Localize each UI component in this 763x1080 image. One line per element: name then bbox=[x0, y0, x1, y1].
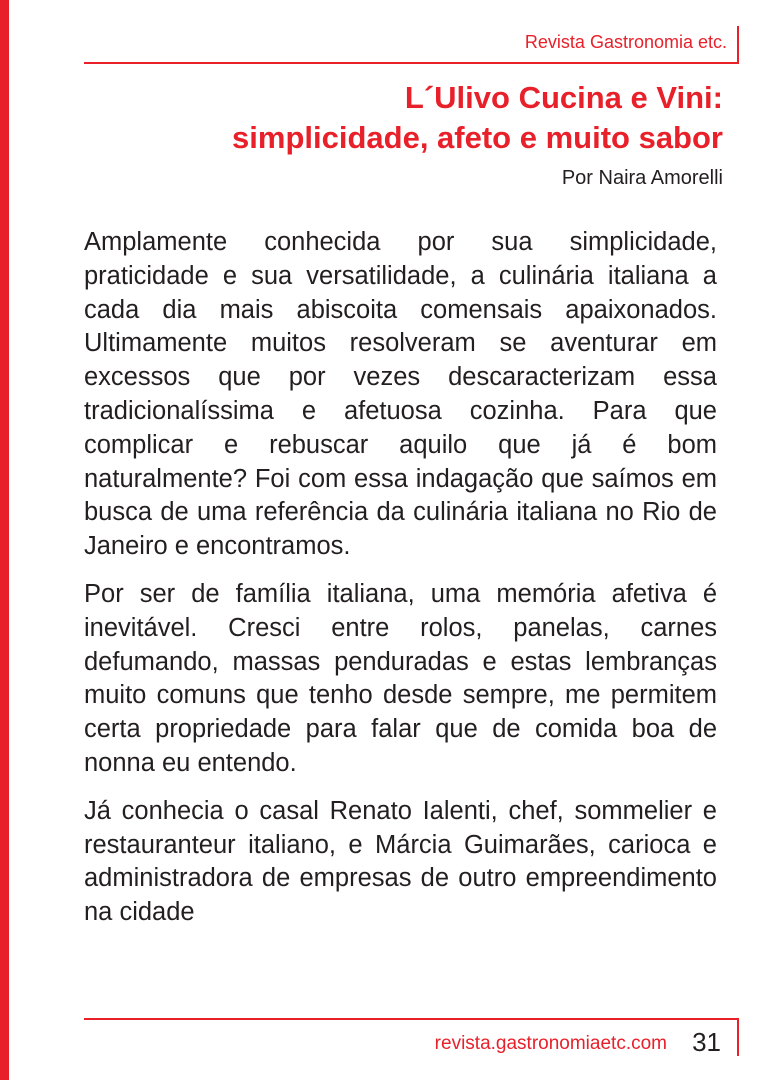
footer-rule bbox=[84, 1018, 739, 1020]
header-rule bbox=[84, 62, 739, 64]
article-body bbox=[84, 226, 717, 944]
article-title-line2: simplicidade, afeto e muito sabor bbox=[232, 120, 723, 155]
article-paragraph: Por ser de família italiana, uma memória afetiva é inevitável. Cresci entre rolos, panelas, carnes defumando, massas penduradas e estas lembranças muito comuns que tenho desde sempre, me permitem certa propriedade para falar que de comida boa de nonna eu entendo. bbox=[84, 579, 717, 777]
footer-tick-divider bbox=[737, 1018, 739, 1056]
article-title-line1: L´Ulivo Cucina e Vini: bbox=[404, 80, 723, 115]
article-paragraph: Amplamente conhecida por sua simplicidade, praticidade e sua versatilidade, a culinária italiana a cada dia mais abiscoita comensais apaixonados. Ultimamente muitos resolveram se aventurar em excessos que por vezes descaracterizam essa tradicionalíssima e afetuosa cozinha. Para que complicar e rebuscar aquilo que já é bom naturalmente? Foi com essa indagação que saímos em busca de uma referência da culinária italiana no Rio de Janeiro e encontramos. bbox=[84, 228, 717, 561]
article-title bbox=[63, 78, 723, 158]
article-byline: Por Naira Amorelli bbox=[561, 167, 723, 189]
article-paragraph: Já conhecia o casal Renato Ialenti, chef, sommelier e restauranteur italiano, e Márcia Guimarães, carioca e administradora de empresas de outro empreendimento na cidade bbox=[84, 796, 717, 927]
footer-website-url: revista.gastronomiaetc.com bbox=[434, 1033, 667, 1054]
page-number: 31 bbox=[692, 1027, 721, 1057]
left-accent-bar bbox=[0, 0, 9, 1080]
publication-name: Revista Gastronomia etc. bbox=[524, 32, 727, 52]
header-tick-divider bbox=[737, 26, 739, 64]
